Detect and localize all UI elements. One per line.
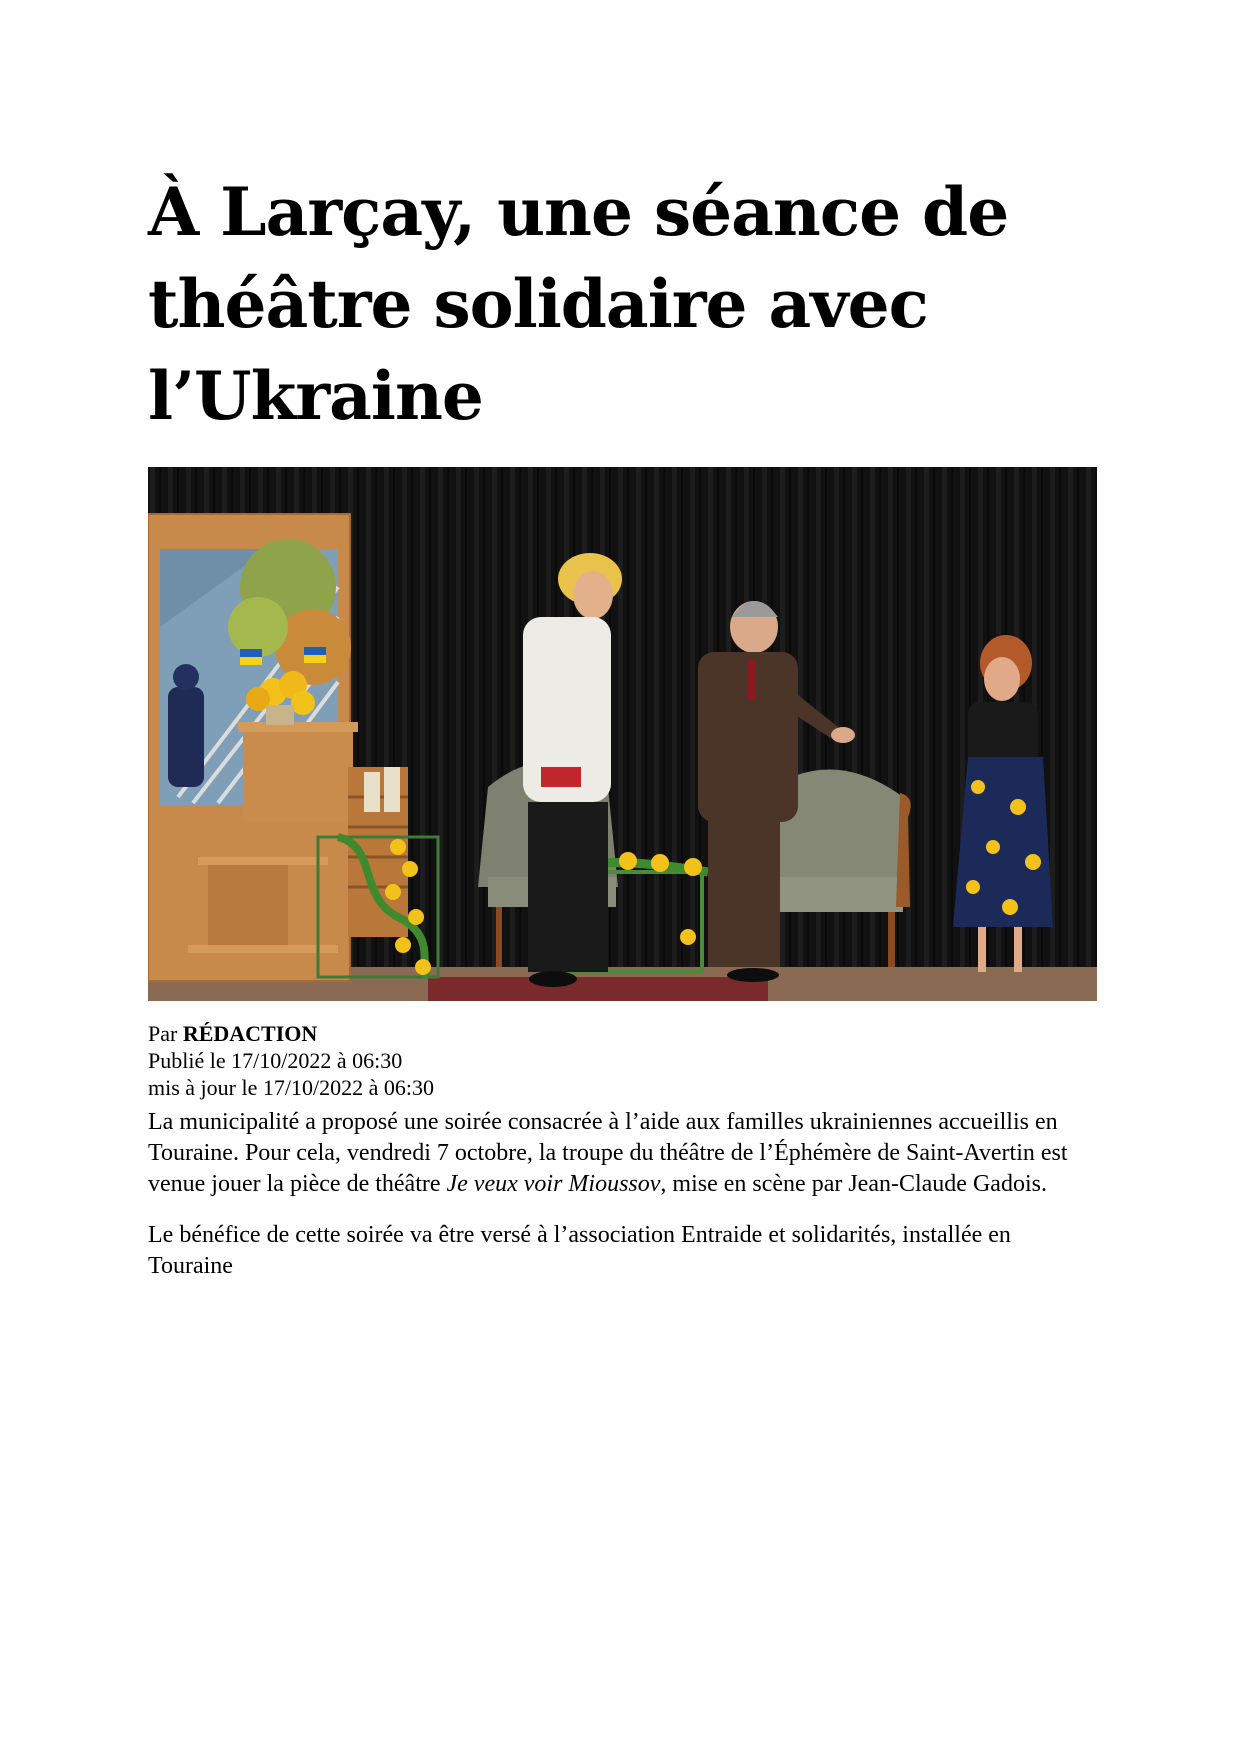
stage-photo [148, 467, 1097, 1001]
paragraph-1 [148, 1107, 1098, 1200]
byline-prefix: Par [148, 1021, 183, 1046]
byline [148, 1020, 1098, 1047]
paragraph-1-text-start: La municipalité a proposé une soirée consacrée à l’aide aux familles ukrainiennes accueillis en Touraine. Pour cela, vendredi 7 octobre, la troupe du théâtre de l’Éphémère de Saint-Avertin est venue jouer la pièce de théâtre [148, 1109, 1068, 1197]
published-date: Publié le 17/10/2022 à 06:30 [148, 1048, 403, 1073]
paragraph-2: Le bénéfice de cette soirée va être versé à l’association Entraide et solidarités, installée en Touraine [148, 1222, 1011, 1279]
article-body [148, 1107, 1098, 1302]
title-line-2: théâtre solidaire avec [148, 265, 928, 343]
play-title: Je veux voir Mioussov [446, 1171, 661, 1197]
title-line-3: l’Ukraine [148, 357, 483, 435]
paragraph-1-text-end: , mise en scène par Jean-Claude Gadois. [660, 1171, 1047, 1197]
article-meta [148, 1020, 1098, 1101]
theatre-scene-illustration [148, 467, 1097, 1001]
author-name: RÉDACTION [182, 1021, 318, 1046]
title-line-1: À Larçay, une séance de [148, 173, 1009, 251]
article-title [148, 166, 1098, 442]
updated-date: mis à jour le 17/10/2022 à 06:30 [148, 1075, 434, 1100]
